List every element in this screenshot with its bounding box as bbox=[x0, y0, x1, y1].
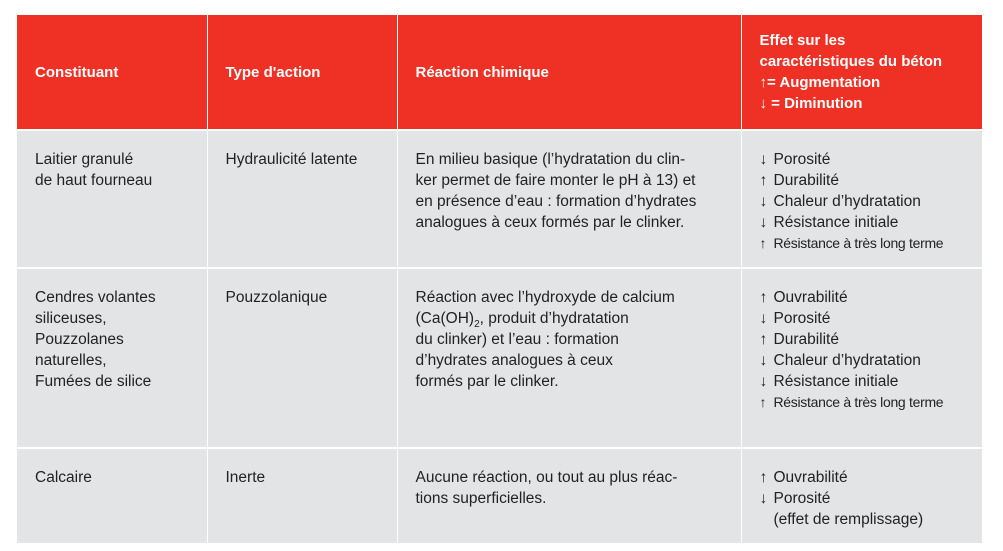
effect-text: Ouvrabilité bbox=[773, 289, 848, 306]
table-row bbox=[17, 268, 982, 448]
arrow-up-icon: ↑ bbox=[759, 469, 768, 486]
reaction-line bbox=[416, 308, 723, 329]
reaction-line: en présence d’eau : formation d’hydrates bbox=[415, 193, 697, 210]
constituant-line: Pouzzolanes bbox=[35, 331, 124, 348]
formula-subscript: 2 bbox=[474, 319, 480, 331]
cell-effects bbox=[741, 130, 982, 268]
effect-item bbox=[760, 212, 965, 233]
formula-text: (Ca(OH) bbox=[415, 310, 475, 327]
table-row bbox=[17, 448, 982, 543]
constituant-line: Cendres volantes bbox=[35, 289, 156, 306]
header-row bbox=[17, 15, 982, 130]
effect-text: Chaleur d’hydratation bbox=[773, 352, 921, 369]
reaction-line: En milieu basique (l’hydratation du clin- bbox=[415, 151, 686, 168]
arrow-up-icon: ↑ bbox=[759, 172, 768, 189]
constituant-line: siliceuses, bbox=[35, 310, 107, 327]
arrow-down-icon: ↓ bbox=[759, 151, 768, 168]
effect-item bbox=[760, 149, 965, 170]
constituant-line: Laitier granulé bbox=[35, 151, 134, 168]
constituant-line: naturelles, bbox=[35, 352, 107, 369]
reaction-line: ker permet de faire monter le pH à 13) et bbox=[415, 172, 696, 189]
reaction-line: formés par le clinker. bbox=[415, 373, 559, 390]
cell-constituant bbox=[17, 448, 207, 543]
effect-item bbox=[760, 287, 965, 308]
cell-effects bbox=[741, 448, 982, 543]
header-effet-line: caractéristiques du béton bbox=[759, 53, 943, 70]
effect-text: Résistance à très long terme bbox=[773, 394, 944, 410]
effect-item bbox=[760, 350, 965, 371]
reaction-line: d’hydrates analogues à ceux bbox=[415, 352, 613, 369]
reaction-line: analogues à ceux formés par le clinker. bbox=[415, 214, 685, 231]
arrow-down-icon: ↓ bbox=[759, 193, 768, 210]
cell-reaction bbox=[397, 448, 741, 543]
arrow-down-icon: ↓ bbox=[759, 373, 768, 390]
arrow-down-icon: ↓ bbox=[759, 214, 768, 231]
arrow-down-icon: ↓ bbox=[759, 352, 768, 369]
effect-item bbox=[760, 371, 965, 392]
cell-type: Hydraulicité latente bbox=[207, 130, 397, 268]
table-row bbox=[17, 130, 982, 268]
effect-text: Résistance initiale bbox=[773, 214, 899, 231]
effect-text: Résistance à très long terme bbox=[773, 235, 944, 251]
concrete-constituents-table bbox=[17, 15, 982, 543]
effect-item bbox=[760, 191, 965, 212]
header-legend-increase: ↑= Augmentation bbox=[759, 74, 881, 91]
reaction-text: , produit d’hydratation bbox=[479, 310, 629, 327]
header-reaction: Réaction chimique bbox=[397, 15, 741, 130]
effect-text: Durabilité bbox=[773, 331, 839, 348]
reaction-line: Aucune réaction, ou tout au plus réac- bbox=[415, 469, 678, 486]
effect-item bbox=[760, 467, 965, 488]
arrow-up-icon: ↑ bbox=[759, 289, 768, 306]
effect-text: Ouvrabilité bbox=[773, 469, 848, 486]
cell-type: Pouzzolanique bbox=[207, 268, 397, 448]
cell-type: Inerte bbox=[207, 448, 397, 543]
header-legend-decrease: ↓ = Diminution bbox=[759, 95, 863, 112]
effect-note: (effet de remplissage) bbox=[773, 511, 924, 528]
cell-reaction bbox=[397, 130, 741, 268]
cell-effects bbox=[741, 268, 982, 448]
effect-text: Durabilité bbox=[773, 172, 839, 189]
arrow-up-icon: ↑ bbox=[759, 331, 768, 348]
effect-text: Porosité bbox=[773, 310, 831, 327]
effect-item bbox=[760, 329, 965, 350]
effect-text: Porosité bbox=[773, 490, 831, 507]
effect-text: Porosité bbox=[773, 151, 831, 168]
cell-reaction bbox=[397, 268, 741, 448]
cell-constituant bbox=[17, 130, 207, 268]
reaction-line: Réaction avec l’hydroxyde de calcium bbox=[415, 289, 675, 306]
arrow-up-icon: ↑ bbox=[759, 394, 767, 410]
arrow-down-icon: ↓ bbox=[759, 490, 768, 507]
cell-constituant bbox=[17, 268, 207, 448]
header-effet-line: Effet sur les bbox=[759, 32, 846, 49]
effect-text: Chaleur d’hydratation bbox=[773, 193, 921, 210]
header-constituant: Constituant bbox=[17, 15, 207, 130]
constituant-line: de haut fourneau bbox=[35, 172, 153, 189]
effect-item bbox=[760, 392, 965, 413]
arrow-up-icon: ↑ bbox=[759, 235, 767, 251]
header-effet bbox=[741, 15, 982, 130]
reaction-line: du clinker) et l’eau : formation bbox=[415, 331, 619, 348]
effect-item bbox=[760, 233, 965, 254]
effect-item bbox=[760, 170, 965, 191]
constituant-line: Fumées de silice bbox=[35, 373, 152, 390]
effect-text: Résistance initiale bbox=[773, 373, 899, 390]
properties-table-container bbox=[17, 15, 982, 543]
effect-item bbox=[760, 308, 965, 329]
arrow-down-icon: ↓ bbox=[759, 310, 768, 327]
constituant-line: Calcaire bbox=[35, 469, 92, 486]
reaction-line: tions superficielles. bbox=[415, 490, 547, 507]
effect-item bbox=[760, 488, 965, 509]
header-type-action: Type d'action bbox=[207, 15, 397, 130]
